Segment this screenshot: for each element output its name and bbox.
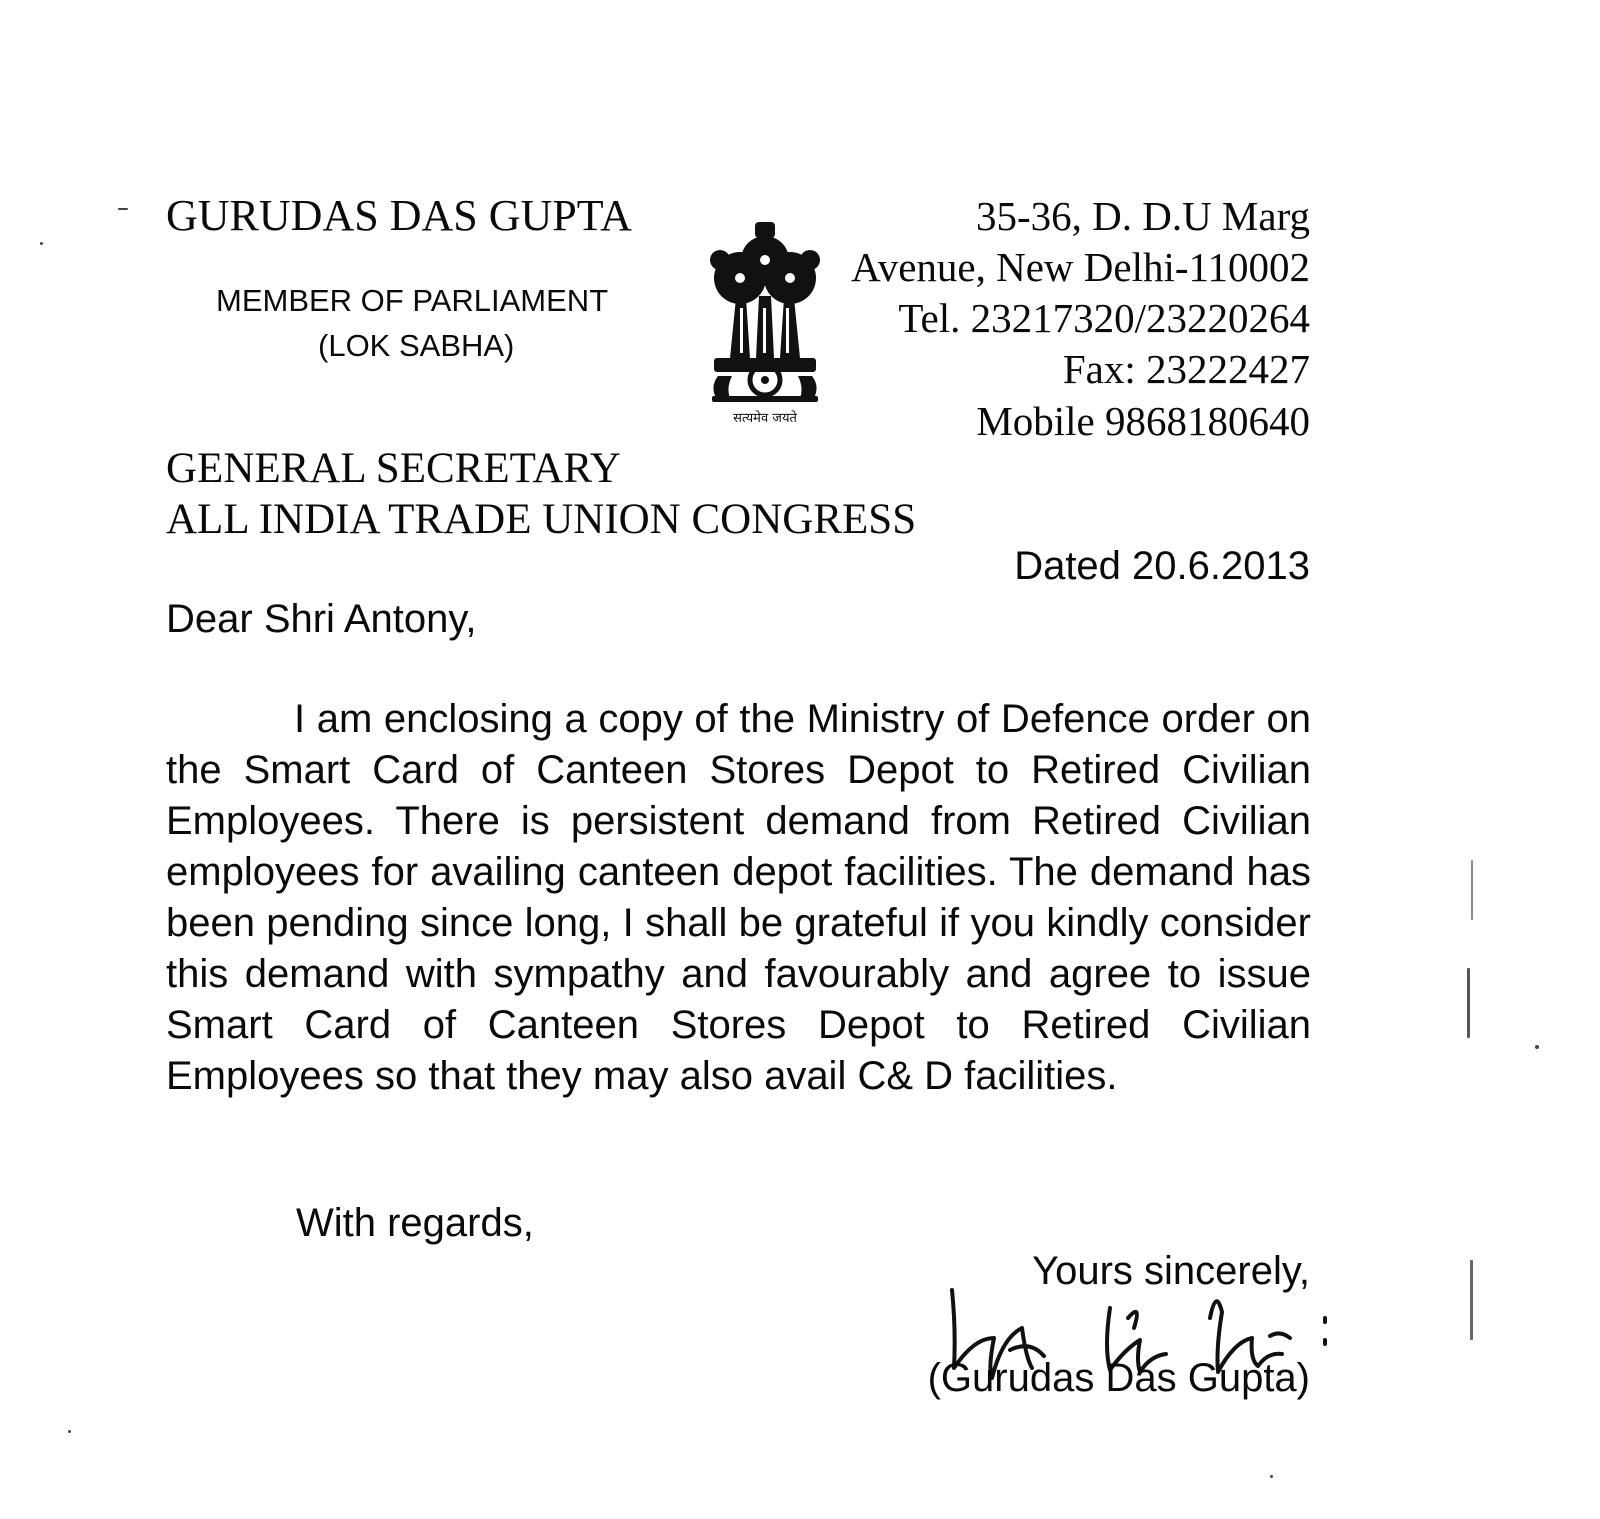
- role-organization: ALL INDIA TRADE UNION CONGRESS: [166, 496, 917, 543]
- house-name: (LOK SABHA): [318, 328, 515, 363]
- scan-mark: [118, 208, 128, 210]
- regards-line: With regards,: [296, 1201, 534, 1245]
- signed-name: (Gurudas Das Gupta): [927, 1356, 1310, 1400]
- address-line-1: 35-36, D. D.U Marg: [975, 193, 1310, 239]
- sender-name: GURUDAS DAS GUPTA: [166, 191, 632, 240]
- scan-speck: [40, 242, 43, 245]
- role-general-secretary: GENERAL SECRETARY: [166, 445, 621, 492]
- mobile-number: Mobile 9868180640: [976, 398, 1310, 444]
- scan-margin-line: [1471, 860, 1473, 920]
- emblem-motto: सत्यमेव जयते: [733, 411, 797, 426]
- scan-speck: [68, 1430, 71, 1433]
- address-line-2: Avenue, New Delhi-110002: [851, 244, 1310, 290]
- member-of-parliament-title: MEMBER OF PARLIAMENT: [216, 283, 609, 318]
- scan-margin-line: [1470, 1260, 1473, 1340]
- fax-number: Fax: 23222427: [1062, 346, 1310, 392]
- national-emblem-icon: [700, 208, 830, 438]
- letter-body: I am enclosing a copy of the Ministry of Defence order on the Smart Card of Canteen Stores Depot to Retired Civilian Employees. There is persistent demand from Retired Civilian employees for availing canteen depot facilities. The demand has been pending since long, I shall be grateful if you kindly consider this demand with sympathy and favourably and agree to issue Smart Card of Canteen Stores Depot to Retired Civilian Employees so that they may also avail C& D facilities.: [166, 697, 1311, 1098]
- scan-margin-line: [1467, 968, 1470, 1038]
- scan-speck: [1535, 1045, 1539, 1049]
- telephone-number: Tel. 23217320/23220264: [898, 295, 1310, 341]
- letter-date: Dated 20.6.2013: [1014, 544, 1310, 588]
- closing-line: Yours sincerely,: [1032, 1249, 1310, 1293]
- salutation: Dear Shri Antony,: [166, 597, 477, 641]
- scan-speck: [1270, 1475, 1273, 1478]
